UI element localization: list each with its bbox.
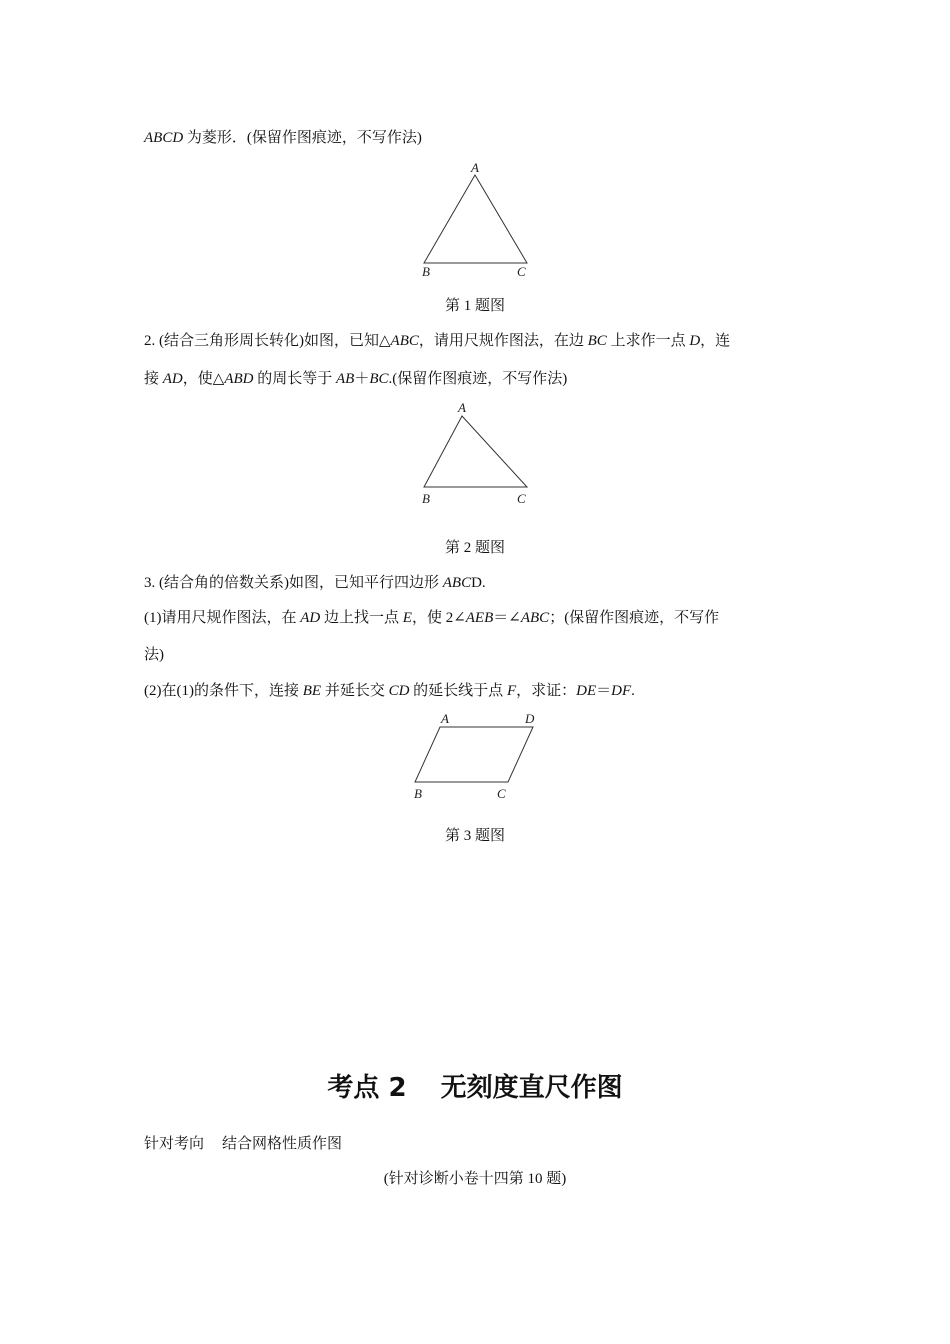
reference-note: (针对诊断小卷十四第 10 题) bbox=[383, 1171, 567, 1187]
q2-text: ，使△ bbox=[182, 371, 225, 387]
q2-text: ＋ bbox=[354, 371, 370, 387]
figure-1-caption: 第 1 题图 bbox=[444, 298, 505, 314]
math-ab: AB bbox=[336, 371, 355, 387]
q3-text: 3. (结合角的倍数关系)如图，已知平行四边形 bbox=[144, 575, 443, 591]
target-label: 针对考向 bbox=[144, 1136, 205, 1152]
figure-2-caption: 第 2 题图 bbox=[444, 540, 505, 556]
fig3-label-c: C bbox=[497, 786, 506, 801]
math-f: F bbox=[506, 683, 517, 699]
math-aeb: AEB bbox=[465, 610, 494, 626]
math-d: D bbox=[689, 333, 701, 349]
fig2-label-c: C bbox=[517, 491, 526, 506]
q3-text: D. bbox=[471, 575, 486, 591]
math-abcd: ABCD bbox=[144, 130, 184, 146]
target-line bbox=[144, 1134, 342, 1154]
q3-part-2 bbox=[144, 681, 635, 701]
math-ad: AD bbox=[300, 610, 321, 626]
fig1-label-a: A bbox=[471, 160, 479, 175]
q3-text: ，使 2∠ bbox=[411, 610, 466, 626]
math-e: E bbox=[402, 610, 412, 626]
q3-text: 并延长交 bbox=[321, 683, 389, 699]
q3-text: (1)请用尺规作图法，在 bbox=[144, 610, 301, 626]
math-df: DF bbox=[611, 683, 632, 699]
section-title: 无刻度直尺作图 bbox=[440, 1073, 623, 1103]
fig3-label-d: D bbox=[525, 711, 535, 726]
fig2-label-b: B bbox=[422, 491, 430, 506]
math-abc: ABC bbox=[520, 610, 550, 626]
q2-text: 接 bbox=[144, 371, 163, 387]
target-topic: 结合网格性质作图 bbox=[222, 1136, 343, 1152]
math-be: BE bbox=[302, 683, 322, 699]
fig1-label-b: B bbox=[422, 264, 430, 279]
q3-text: ，求证： bbox=[516, 683, 577, 699]
q2-line-1 bbox=[144, 331, 730, 351]
math-abc: ABC bbox=[442, 575, 472, 591]
math-abc: ABC bbox=[390, 333, 419, 349]
q3-text: ＝ bbox=[596, 683, 612, 699]
q3-part-1-line-2: 法) bbox=[144, 647, 164, 663]
math-de: DE bbox=[576, 683, 597, 699]
q2-text: 2. (结合三角形周长转化)如图，已知△ bbox=[144, 333, 391, 349]
q3-text: 边上找一点 bbox=[320, 610, 403, 626]
fig1-label-c: C bbox=[517, 264, 526, 279]
q2-text: .(保留作图痕迹，不写作法) bbox=[388, 371, 568, 387]
math-abd: ABD bbox=[224, 371, 254, 387]
fig3-label-b: B bbox=[414, 786, 422, 801]
fig2-label-a: A bbox=[458, 400, 466, 415]
math-cd: CD bbox=[388, 683, 410, 699]
q1-text: 为菱形．(保留作图痕迹，不写作法) bbox=[183, 130, 422, 146]
math-ad: AD bbox=[162, 371, 183, 387]
fig3-label-a: A bbox=[441, 711, 449, 726]
math-bc: BC bbox=[369, 371, 389, 387]
q3-text: ；(保留作图痕迹，不写作 bbox=[549, 610, 720, 626]
q3-part-1-line-1 bbox=[144, 608, 719, 628]
q3-text: 的延长线于点 bbox=[409, 683, 507, 699]
q2-text: ，连 bbox=[700, 333, 731, 349]
math-bc: BC bbox=[587, 333, 607, 349]
q3-text: . bbox=[631, 683, 635, 699]
q3-text: (2)在(1)的条件下，连接 bbox=[144, 683, 303, 699]
q1-instruction-line bbox=[144, 128, 422, 148]
q2-text: 上求作一点 bbox=[606, 333, 690, 349]
q2-line-2 bbox=[144, 369, 567, 389]
q2-text: 的周长等于 bbox=[253, 371, 336, 387]
section-number: 考点 2 bbox=[327, 1073, 407, 1103]
q2-text: ，请用尺规作图法，在边 bbox=[418, 333, 588, 349]
section-heading bbox=[0, 1070, 950, 1106]
q3-text: ＝∠ bbox=[493, 610, 521, 626]
figure-3-caption: 第 3 题图 bbox=[444, 828, 505, 844]
q3-intro bbox=[144, 573, 486, 593]
